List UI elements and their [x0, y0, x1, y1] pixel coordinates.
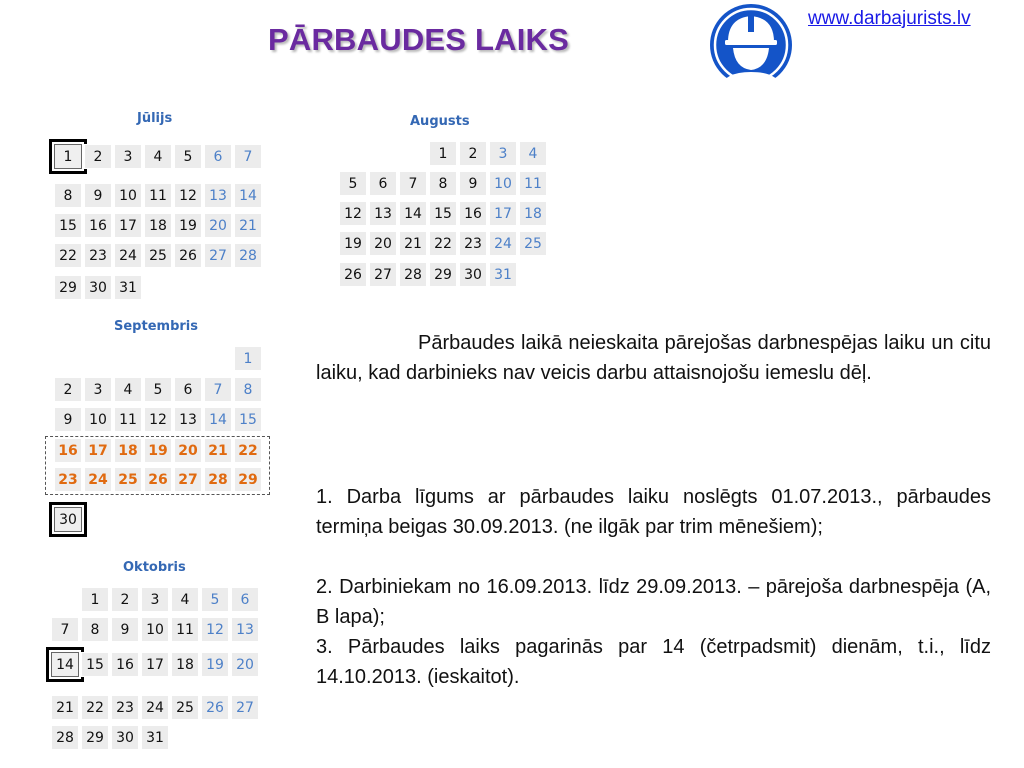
day-cell-oktobris-25: 25 — [171, 695, 199, 720]
day-cell-septembris-28: 28 — [204, 467, 232, 492]
day-cell-septembris-22: 22 — [234, 438, 262, 463]
item-3: 3. Pārbaudes laiks pagarinās par 14 (četrpadsmit) dienām, t.i., līdz 14.10.2013. (ieskaitot). — [316, 636, 991, 688]
day-cell-oktobris-7: 7 — [51, 617, 79, 642]
day-cell-oktobris-18: 18 — [171, 652, 199, 677]
day-cell-oktobris-29: 29 — [81, 725, 109, 750]
day-cell-septembris-18: 18 — [114, 438, 142, 463]
day-cell-julijs-15: 15 — [54, 213, 82, 238]
day-cell-septembris-15: 15 — [234, 407, 262, 432]
intro-text: Pārbaudes laikā neieskaita pārejošas darbnespējas laiku un citu laiku, kad darbinieks nav veicis darbu attaisnojošu iemeslu dēļ. — [316, 332, 991, 384]
day-cell-septembris-20: 20 — [174, 438, 202, 463]
day-cell-augusts-28: 28 — [399, 262, 427, 287]
day-cell-julijs-29: 29 — [54, 275, 82, 300]
empty-day-cell — [144, 346, 172, 371]
day-cell-augusts-27: 27 — [369, 262, 397, 287]
day-cell-julijs-22: 22 — [54, 243, 82, 268]
day-cell-oktobris-12: 12 — [201, 617, 229, 642]
day-cell-oktobris-20: 20 — [231, 652, 259, 677]
day-cell-augusts-24: 24 — [489, 231, 517, 256]
day-cell-julijs-27: 27 — [204, 243, 232, 268]
day-cell-septembris-17: 17 — [84, 438, 112, 463]
day-cell-julijs-16: 16 — [84, 213, 112, 238]
day-cell-oktobris-8: 8 — [81, 617, 109, 642]
empty-day-cell — [204, 346, 232, 371]
day-cell-augusts-19: 19 — [339, 231, 367, 256]
day-cell-julijs-12: 12 — [174, 183, 202, 208]
day-cell-julijs-21: 21 — [234, 213, 262, 238]
site-link[interactable]: www.darbajurists.lv — [808, 8, 971, 29]
month-title-oktobris: Oktobris — [123, 560, 186, 575]
item-1: 1. Darba līgums ar pārbaudes laiku noslēgts 01.07.2013., pārbaudes termiņa beigas 30.09.2013. (ne ilgāk par trim mēnešiem); — [316, 486, 991, 538]
day-cell-oktobris-2: 2 — [111, 587, 139, 612]
day-cell-oktobris-1: 1 — [81, 587, 109, 612]
day-cell-septembris-29: 29 — [234, 467, 262, 492]
month-title-julijs: Jūlijs — [137, 111, 173, 126]
empty-day-cell — [84, 346, 112, 371]
day-cell-septembris-30: 30 — [54, 507, 82, 532]
empty-day-cell — [51, 587, 79, 612]
day-cell-septembris-26: 26 — [144, 467, 172, 492]
day-cell-julijs-23: 23 — [84, 243, 112, 268]
page-title: PĀRBAUDES LAIKS — [268, 22, 569, 57]
day-cell-augusts-18: 18 — [519, 201, 547, 226]
day-cell-oktobris-28: 28 — [51, 725, 79, 750]
day-cell-augusts-8: 8 — [429, 171, 457, 196]
day-cell-julijs-1: 1 — [54, 144, 82, 169]
day-cell-septembris-13: 13 — [174, 407, 202, 432]
day-cell-augusts-21: 21 — [399, 231, 427, 256]
day-cell-septembris-25: 25 — [114, 467, 142, 492]
day-cell-septembris-12: 12 — [144, 407, 172, 432]
day-cell-augusts-22: 22 — [429, 231, 457, 256]
day-cell-augusts-6: 6 — [369, 171, 397, 196]
day-cell-augusts-31: 31 — [489, 262, 517, 287]
day-cell-julijs-4: 4 — [144, 144, 172, 169]
day-cell-augusts-9: 9 — [459, 171, 487, 196]
day-cell-septembris-16: 16 — [54, 438, 82, 463]
day-cell-augusts-3: 3 — [489, 141, 517, 166]
day-cell-augusts-25: 25 — [519, 231, 547, 256]
day-cell-septembris-23: 23 — [54, 467, 82, 492]
day-cell-julijs-25: 25 — [144, 243, 172, 268]
day-cell-julijs-10: 10 — [114, 183, 142, 208]
day-cell-oktobris-26: 26 — [201, 695, 229, 720]
day-cell-augusts-5: 5 — [339, 171, 367, 196]
day-cell-julijs-20: 20 — [204, 213, 232, 238]
day-cell-oktobris-21: 21 — [51, 695, 79, 720]
day-cell-oktobris-19: 19 — [201, 652, 229, 677]
day-cell-oktobris-16: 16 — [111, 652, 139, 677]
day-cell-oktobris-9: 9 — [111, 617, 139, 642]
day-cell-oktobris-17: 17 — [141, 652, 169, 677]
day-cell-oktobris-4: 4 — [171, 587, 199, 612]
day-cell-oktobris-27: 27 — [231, 695, 259, 720]
day-cell-septembris-1: 1 — [234, 346, 262, 371]
day-cell-augusts-10: 10 — [489, 171, 517, 196]
day-cell-augusts-12: 12 — [339, 201, 367, 226]
day-cell-julijs-28: 28 — [234, 243, 262, 268]
day-cell-oktobris-31: 31 — [141, 725, 169, 750]
day-cell-julijs-8: 8 — [54, 183, 82, 208]
empty-day-cell — [114, 346, 142, 371]
day-cell-julijs-31: 31 — [114, 275, 142, 300]
day-cell-oktobris-11: 11 — [171, 617, 199, 642]
day-cell-septembris-10: 10 — [84, 407, 112, 432]
day-cell-julijs-18: 18 — [144, 213, 172, 238]
day-cell-julijs-7: 7 — [234, 144, 262, 169]
item-2: 2. Darbiniekam no 16.09.2013. līdz 29.09.2013. – pārejoša darbnespēja (A, B lapa); — [316, 576, 991, 628]
day-cell-julijs-6: 6 — [204, 144, 232, 169]
day-cell-septembris-2: 2 — [54, 377, 82, 402]
day-cell-septembris-21: 21 — [204, 438, 232, 463]
day-cell-oktobris-10: 10 — [141, 617, 169, 642]
day-cell-septembris-19: 19 — [144, 438, 172, 463]
day-cell-septembris-7: 7 — [204, 377, 232, 402]
day-cell-julijs-24: 24 — [114, 243, 142, 268]
day-cell-julijs-13: 13 — [204, 183, 232, 208]
day-cell-oktobris-30: 30 — [111, 725, 139, 750]
day-cell-oktobris-13: 13 — [231, 617, 259, 642]
day-cell-septembris-14: 14 — [204, 407, 232, 432]
day-cell-oktobris-15: 15 — [81, 652, 109, 677]
day-cell-septembris-11: 11 — [114, 407, 142, 432]
day-cell-julijs-17: 17 — [114, 213, 142, 238]
day-cell-septembris-8: 8 — [234, 377, 262, 402]
day-cell-septembris-5: 5 — [144, 377, 172, 402]
day-cell-augusts-16: 16 — [459, 201, 487, 226]
day-cell-augusts-20: 20 — [369, 231, 397, 256]
day-cell-augusts-29: 29 — [429, 262, 457, 287]
day-cell-augusts-26: 26 — [339, 262, 367, 287]
day-cell-septembris-4: 4 — [114, 377, 142, 402]
month-title-septembris: Septembris — [114, 319, 198, 334]
day-cell-augusts-13: 13 — [369, 201, 397, 226]
day-cell-julijs-26: 26 — [174, 243, 202, 268]
day-cell-augusts-15: 15 — [429, 201, 457, 226]
day-cell-septembris-27: 27 — [174, 467, 202, 492]
day-cell-julijs-14: 14 — [234, 183, 262, 208]
day-cell-augusts-4: 4 — [519, 141, 547, 166]
day-cell-oktobris-3: 3 — [141, 587, 169, 612]
empty-day-cell — [54, 346, 82, 371]
day-cell-augusts-30: 30 — [459, 262, 487, 287]
day-cell-oktobris-24: 24 — [141, 695, 169, 720]
day-cell-augusts-2: 2 — [459, 141, 487, 166]
day-cell-julijs-11: 11 — [144, 183, 172, 208]
day-cell-augusts-14: 14 — [399, 201, 427, 226]
day-cell-augusts-17: 17 — [489, 201, 517, 226]
day-cell-oktobris-23: 23 — [111, 695, 139, 720]
day-cell-oktobris-14: 14 — [51, 652, 79, 677]
day-cell-augusts-1: 1 — [429, 141, 457, 166]
day-cell-septembris-6: 6 — [174, 377, 202, 402]
hard-hat-person-icon — [706, 2, 796, 88]
day-cell-septembris-9: 9 — [54, 407, 82, 432]
day-cell-augusts-7: 7 — [399, 171, 427, 196]
empty-day-cell — [174, 346, 202, 371]
day-cell-oktobris-5: 5 — [201, 587, 229, 612]
day-cell-julijs-30: 30 — [84, 275, 112, 300]
day-cell-julijs-5: 5 — [174, 144, 202, 169]
month-title-augusts: Augusts — [410, 114, 470, 129]
day-cell-septembris-24: 24 — [84, 467, 112, 492]
day-cell-augusts-11: 11 — [519, 171, 547, 196]
day-cell-oktobris-6: 6 — [231, 587, 259, 612]
day-cell-julijs-2: 2 — [84, 144, 112, 169]
day-cell-oktobris-22: 22 — [81, 695, 109, 720]
day-cell-septembris-3: 3 — [84, 377, 112, 402]
intro-paragraph — [316, 328, 991, 388]
day-cell-julijs-19: 19 — [174, 213, 202, 238]
day-cell-augusts-23: 23 — [459, 231, 487, 256]
day-cell-julijs-3: 3 — [114, 144, 142, 169]
day-cell-julijs-9: 9 — [84, 183, 112, 208]
